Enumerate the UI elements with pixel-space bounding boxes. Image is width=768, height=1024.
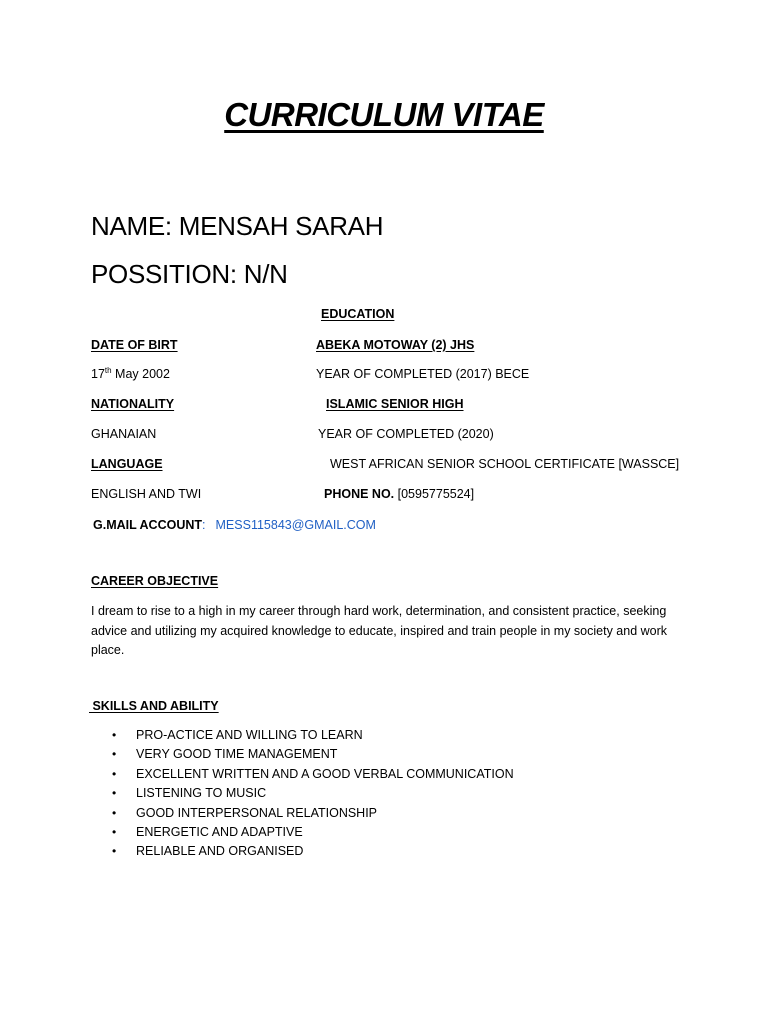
list-item: • EXCELLENT WRITTEN AND A GOOD VERBAL COMMUNICATION (112, 766, 514, 781)
document-title: CURRICULUM VITAE (224, 96, 544, 133)
nationality-label: NATIONALITY (91, 397, 175, 411)
school2-name: ISLAMIC SENIOR HIGH (326, 397, 464, 411)
list-item: • RELIABLE AND ORGANISED (112, 844, 304, 859)
language-label: LANGUAGE (91, 457, 163, 471)
education-heading: EDUCATION (321, 307, 395, 321)
school1-name: ABEKA MOTOWAY (2) JHS (316, 338, 475, 352)
phone-label: PHONE NO. (324, 487, 395, 501)
dob-value: 17th May 2002 (91, 365, 170, 381)
phone-value: [0595775524] (394, 487, 475, 501)
list-item: • ENERGETIC AND ADAPTIVE (112, 824, 303, 839)
gmail-value[interactable]: MESS115843@GMAIL.COM (215, 518, 376, 532)
skills-heading: SKILLS AND ABILITY (89, 699, 219, 713)
school1-year: YEAR OF COMPLETED (2017) BECE (316, 367, 530, 381)
skills-list (112, 726, 514, 862)
position-line: POSSITION: N/N (91, 259, 288, 289)
list-item: • PRO-ACTICE AND WILLING TO LEARN (112, 728, 363, 742)
language-value: ENGLISH AND TWI (91, 487, 202, 501)
list-item: • LISTENING TO MUSIC (112, 786, 267, 801)
career-text: I dream to rise to a high in my career through hard work, determination, and consistent practice, seeking advice and utilizing my acquired knowledge to educate, inspired and train people in my society and work place. (91, 604, 668, 657)
list-item: • VERY GOOD TIME MANAGEMENT (112, 747, 338, 762)
phone-line (324, 487, 474, 501)
gmail-label: G.MAIL ACCOUNT (93, 518, 203, 532)
school2-year: YEAR OF COMPLETED (2020) (318, 427, 494, 441)
certificate-text: WEST AFRICAN SENIOR SCHOOL CERTIFICATE [WASSCE] (330, 457, 680, 471)
nationality-value: GHANAIAN (91, 427, 157, 441)
name-line: NAME: MENSAH SARAH (91, 211, 384, 241)
gmail-line: G.MAIL ACCOUNT: MESS115843@GMAIL.COM (93, 518, 376, 532)
list-item: • GOOD INTERPERSONAL RELATIONSHIP (112, 805, 378, 820)
dob-label: DATE OF BIRT (91, 338, 178, 352)
career-heading: CAREER OBJECTIVE (91, 574, 219, 588)
